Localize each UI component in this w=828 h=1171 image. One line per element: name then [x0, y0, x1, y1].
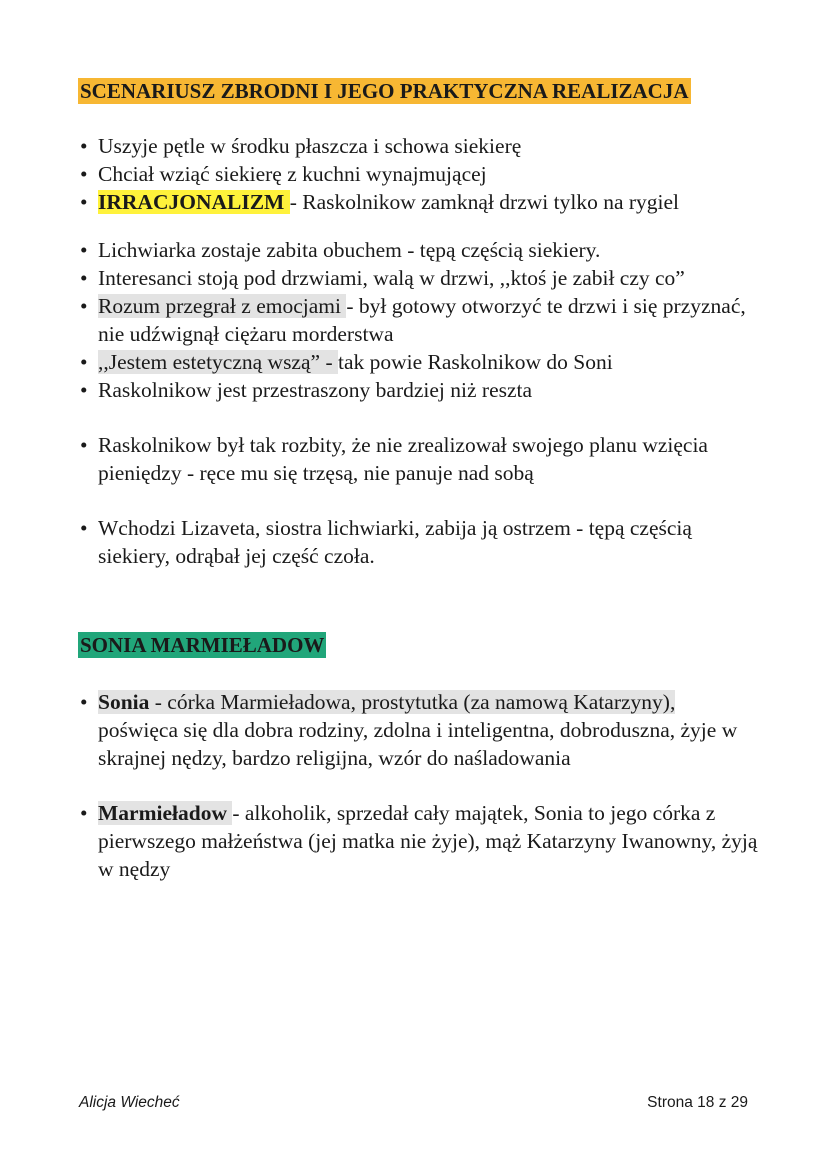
section-heading-crime-scenario: SCENARIUSZ ZBRODNI I JEGO PRAKTYCZNA REALIZACJA: [80, 79, 689, 103]
characters-list: [78, 688, 758, 883]
list-item-text: Lichwiarka zostaje zabita obuchem - tępą częścią siekiery.: [98, 238, 601, 262]
footer-author: Alicja Wiecheć: [79, 1094, 180, 1111]
list-item: [78, 264, 758, 292]
list-item: [78, 236, 758, 264]
character-name-marmieladow: Marmieładow: [98, 801, 233, 825]
highlight-sonia: [98, 690, 675, 714]
list-item-text: - Raskolnikow zamknął drzwi tylko na rygiel: [289, 190, 680, 214]
list-item: [78, 292, 758, 348]
list-item: [78, 799, 758, 883]
list-item-text: Raskolnikow jest przestraszony bardziej niż reszta: [98, 378, 533, 402]
list-item-text: poświęca się dla dobra rodziny, zdolna i inteligentna, dobroduszna, żyje w skrajnej nędzy, bardzo religijna, wzór do naśladowania: [98, 718, 738, 770]
list-item-text: - był gotowy otworzyć te drzwi i się przyznać, nie udźwignął ciężaru morderstwa: [98, 294, 746, 346]
list-item: [78, 160, 758, 188]
character-name-sonia: Sonia: [98, 690, 150, 714]
list-item: [78, 188, 758, 216]
list-item-text: tak powie Raskolnikow do Soni: [337, 350, 613, 374]
crime-list-a: [78, 132, 758, 570]
list-item-text: - alkoholik, sprzedał cały majątek, Sonia to jego córka z pierwszego małżeństwa (jej matka nie żyje), mąż Katarzyny Iwanowny, żyją w nędzy: [98, 801, 758, 881]
list-item: [78, 132, 758, 160]
list-item: [78, 688, 758, 772]
list-item-text: - córka Marmieładowa, prostytutka (za namową Katarzyny),: [149, 690, 676, 714]
highlight-reason-lost: Rozum przegrał z emocjami: [98, 294, 347, 318]
list-item-text: Raskolnikow był tak rozbity, że nie zrealizował swojego planu wzięcia pieniędzy - ręce mu się trzęsą, nie panuje nad sobą: [98, 433, 708, 485]
list-item-text: Wchodzi Lizaveta, siostra lichwiarki, zabija ją ostrzem - tępą częścią siekiery, odrąbał jej część czoła.: [98, 516, 692, 568]
highlight-quote: ,,Jestem estetyczną wszą” -: [98, 350, 338, 374]
footer-page-number: Strona 18 z 29: [647, 1094, 748, 1111]
list-item: [78, 376, 758, 404]
list-item: [78, 514, 758, 570]
list-item-text: Interesanci stoją pod drzwiami, walą w drzwi, ,,ktoś je zabił czy co”: [98, 266, 685, 290]
section-heading-sonia: SONIA MARMIEŁADOW: [80, 633, 325, 657]
list-item: [78, 431, 758, 487]
list-item-text: Chciał wziąć siekierę z kuchni wynajmującej: [98, 162, 487, 186]
list-item-text: Uszyje pętle w środku płaszcza i schowa siekierę: [98, 134, 522, 158]
list-item: [78, 348, 758, 376]
highlight-irracjonalizm: IRRACJONALIZM: [98, 190, 290, 214]
